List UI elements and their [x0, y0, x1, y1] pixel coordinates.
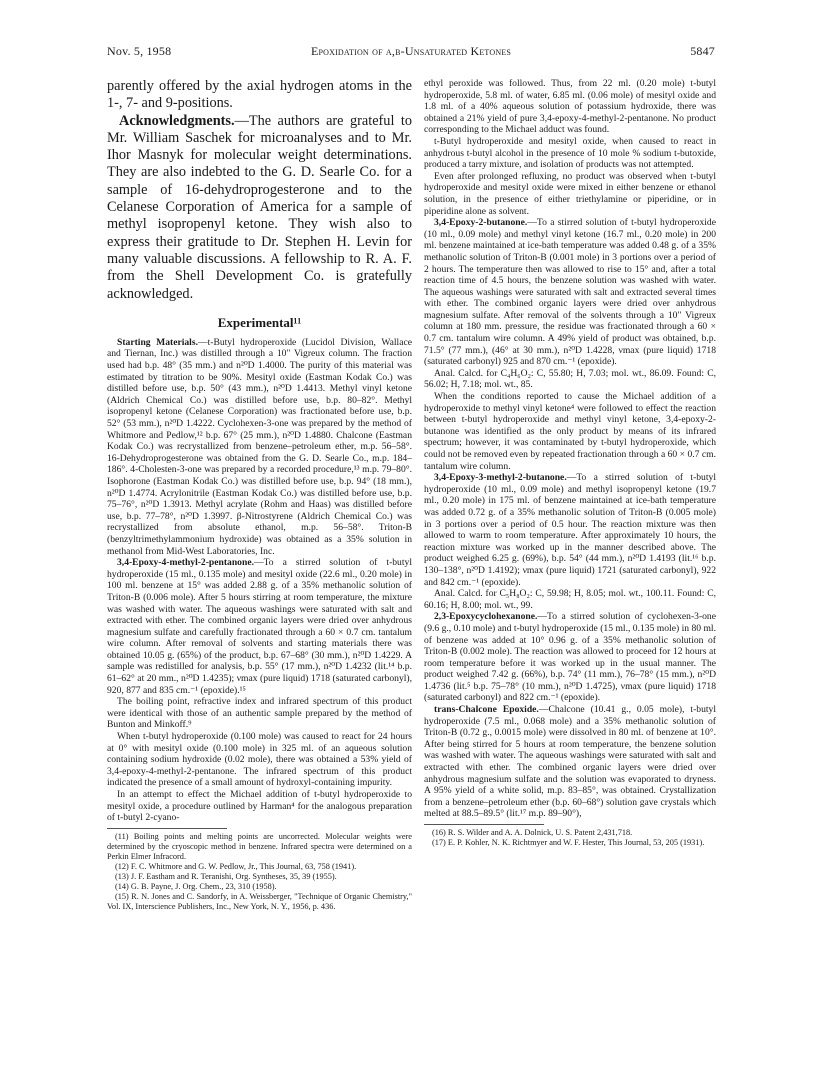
- right-column: [424, 78, 716, 848]
- acknowledgments-heading: Acknowledgments.: [119, 112, 235, 129]
- starting-materials-heading: Starting Materials.: [117, 336, 198, 348]
- running-header: [107, 44, 715, 60]
- section-title: Experimental¹¹: [217, 314, 302, 330]
- epoxy-pentanone-paragraph: [107, 557, 412, 696]
- analysis-methyl-butanone: Anal. Calcd. for C₅H₈O₂: C, 59.98; H, 8.05; mol. wt., 100.11. Found: C, 60.16; H, 8.00; mol. wt., 99.: [424, 588, 716, 611]
- paragraph-michael-conditions: When the conditions reported to cause the Michael addition of a hydroperoxide to methyl vinyl ketone⁴ were followed to effect the reaction between t-butyl hydroperoxide and methyl vinyl ketone, 3,4-epoxy-2-butanone was identified as the only product by means of its infrared spectrum; however, it was contaminated by t-butyl hydroperoxide, which could not be removed even by repeated fractionation through a 60 × 0.7 cm. tantalum wire column.: [424, 391, 716, 472]
- epoxycyclohexanone-paragraph: [424, 611, 716, 704]
- starting-materials-text: —t-Butyl hydroperoxide (Lucidol Division, Wallace and Tiernan, Inc.) was distilled through a 10" Vigreux column. The fraction used had b.p. 48° (35 mm.) and n²⁰D 1.4000. The purity of this material was estimated by titration to be 90%. Mesityl oxide (Eastman Kodak Co.) was distilled before use, b.p. 50° (43 mm.), n²⁰D 1.4413. Methyl vinyl ketone (Aldrich Chemical Co.) was distilled before use, b.p. 80–82°. Methyl isopropenyl ketone (Celanese Corporation) was fractionated before use, b.p. 52° (53 mm.), n²⁰D 1.4222. Cyclohexen-3-one was prepared by the method of Whitmore and Pedlow,¹² b.p. 67° (25 mm.), n²⁰D 1.4880. Chalcone (Eastman Kodak Co.) was recrystallized from benzene–petroleum ether, m.p. 56–58°. 16-Dehydroprogesterone was obtained from the G. D. Searle Co., m.p. 184–186°. 4-Cholesten-3-one was prepared by a recorded procedure,¹³ m.p. 79–80°. Isophorone (Eastman Kodak Co.) was distilled before use, b.p. 94° (18 mm.), n²⁰D 1.4774. Acrylonitrile (Eastman Kodak Co.) was distilled before use, b.p. 75–76°, n²⁰D 1.3913. Methyl acrylate (Rohm and Haas) was distilled before use, b.p. 77–78°, n²⁰D 1.3997. β-Nitrostyrene (Aldrich Chemical Co.) was recrystallized from absolute ethanol, m.p. 56–58°. Triton-B (benzyltrimethylammonium hydroxide) was obtained as a 35% solution in methanol from Mid-West Laboratories, Inc.: [107, 336, 412, 557]
- epoxy-methyl-butanone-paragraph: [424, 472, 716, 588]
- epoxy-butanone-text: —To a stirred solution of t-butyl hydroperoxide (10 ml., 0.09 mole) and methyl vinyl ketone (16.7 ml., 0.20 mole) in 200 ml. benzene maintained at ice-bath temperature was added 0.48 g. of a 35% methanolic solution of Triton-B (0.001 mole) in 3 portions over a period of 2 hours. The temperature then was allowed to rise to 15° and, after a total reaction time of 4.5 hours, the benzene solution was washed with water. The aqueous washings were saturated with salt and extracted several times with ether. The combined organic layers were dried over anhydrous magnesium sulfate. After removal of the solvents through a 10" Vigreux column at 180 mm. pressure, the residue was fractionated through a 60 × 0.7 cm. tantalum wire column. A 49% yield of product was obtained, b.p. 71.5° (77 mm.), (46° at 30 mm.), n²⁰D 1.4228, νmax (pure liquid) 1718 (saturated carbonyl) 925 and 870 cm.⁻¹ (epoxide).: [424, 217, 716, 368]
- acknowledgments-paragraph: [107, 113, 412, 303]
- epoxycyclohexanone-heading: 2,3-Epoxycyclohexanone.: [434, 611, 538, 623]
- paragraph-refluxing: Even after prolonged refluxing, no product was observed when t-butyl hydroperoxide and mesityl oxide were mixed in either benzene or ethanol solution, in the presence of either triethylamine or piperidine, or in piperidine alone as solvent.: [424, 170, 716, 217]
- header-title: Epoxidation of α,β-Unsaturated Ketones: [310, 44, 512, 58]
- header-date: Nov. 5, 1958: [107, 44, 172, 58]
- epoxy-butanone-heading: 3,4-Epoxy-2-butanone.: [434, 217, 528, 229]
- epoxy-methyl-butanone-text: —To a stirred solution of t-butyl hydroperoxide (10 ml., 0.09 mole) and methyl isopropenyl ketone (19.7 ml., 0.20 mole) in 175 ml. of benzene maintained at ice-bath temperature was added 0.72 g. of a 35% methanolic solution of Triton-B (0.005 mole) in 3 portions over a period of 0.5 hour. The reaction mixture was then allowed to warm to room temperature. After approximately 10 hours, the reaction mixture was worked up in the manner described above. The product weighed 6.25 g. (69%), b.p. 54° (44 mm.), n²⁰D 1.4193 (lit.¹⁶ b.p. 130–138°, n²⁰D 1.4192); νmax (pure liquid) 1721 (saturated carbonyl), 922 and 842 cm.⁻¹ (epoxide).: [424, 472, 716, 588]
- analysis-butanone: Anal. Calcd. for C₄H₆O₂: C, 55.80; H, 7.03; mol. wt., 86.09. Found: C, 56.02; H, 7.18; mol. wt., 85.: [424, 367, 716, 391]
- footnote-11: (11) Boiling points and melting points are uncorrected. Molecular weights were determined by the cryoscopic method in benzene. Infrared spectra were determined on a Perkin Elmer Infracord.: [107, 831, 412, 861]
- epoxy-pentanone-heading: 3,4-Epoxy-4-methyl-2-pentanone.: [117, 557, 254, 569]
- chalcone-epoxide-heading: trans-Chalcone Epoxide.: [434, 704, 539, 716]
- footnote-15: (15) R. N. Jones and C. Sandorfy, in A. Weissberger, "Technique of Organic Chemistry," Vol. IX, Interscience Publishers, Inc., New York, N. Y., 1956, p. 436.: [107, 891, 412, 911]
- epoxy-butanone-paragraph: [424, 217, 716, 368]
- footnote-14: (14) G. B. Payne, J. Org. Chem., 23, 310 (1958).: [115, 881, 277, 891]
- paragraph-aqueous-reaction: When t-butyl hydroperoxide (0.100 mole) was caused to react for 24 hours at 0° with mesityl oxide (0.100 mole) in 325 ml. of an aqueous solution containing sodium hydroxide (0.02 mole), there was obtained a 53% yield of 3,4-epoxy-4-methyl-2-pentanone. The infrared spectrum of this product indicated the presence of a small amount of hydroxyl-containing impurity.: [107, 731, 412, 789]
- intro-paragraph: parently offered by the axial hydrogen atoms in the 1-, 7- and 9-positions.: [107, 78, 412, 112]
- footnote-rule-right: [424, 824, 544, 825]
- left-column: [107, 78, 412, 912]
- page-number: 5847: [690, 44, 715, 58]
- footnote-12: (12) F. C. Whitmore and G. W. Pedlow, Jr., This Journal, 63, 758 (1941).: [115, 861, 357, 871]
- paragraph-michael-attempt: In an attempt to effect the Michael addition of t-butyl hydroperoxide to mesityl oxide, a procedure outlined by Harman⁴ for the analogous preparation of t-butyl 2-cyano-: [107, 789, 412, 824]
- epoxy-methyl-butanone-heading: 3,4-Epoxy-3-methyl-2-butanone.: [434, 472, 567, 484]
- paragraph-boiling-point: The boiling point, refractive index and infrared spectrum of this product were identical with those of an authentic sample prepared by the method of Bunton and Minkoff.⁹: [107, 696, 412, 731]
- starting-materials-paragraph: [107, 337, 412, 557]
- chalcone-epoxide-text: —Chalcone (10.41 g., 0.05 mole), t-butyl hydroperoxide (7.5 ml., 0.068 mole) and a 35% methanolic solution of Triton-B (0.72 g., 0.0015 mole) were dissolved in 80 ml. of benzene at 10°. After being stirred for 5 hours at room temperature, the benzene solution was washed with water. The aqueous washings were saturated with salt and extracted with ether. The combined organic layers were dried over anhydrous magnesium sulfate and the solution was evaporated to dryness. A 95% yield of a white solid, m.p. 83–85°, was obtained. Crystallization from a benzene–petroleum ether (b.p. 60–68°) solution gave crystals which melted at 88.5–89.5° (lit.¹⁷ m.p. 89–90°),: [424, 704, 716, 820]
- chalcone-epoxide-paragraph: [424, 704, 716, 820]
- epoxycyclohexanone-text: —To a stirred solution of cyclohexen-3-one (9.6 g., 0.10 mole) and t-butyl hydroperoxide (15 ml., 0.135 mole) in 80 ml. of benzene was added at 10° 0.96 g. of a 35% methanolic solution of Triton-B (0.002 mole). The reaction was allowed to proceed for 12 hours at room temperature before it was worked up in the usual manner. The product weighed 7.42 g. (66%), b.p. 74° (11 mm.), 76–78° (15 mm.), n²⁰D 1.4736 (lit.⁵ b.p. 75–78° (10 mm.), n²⁰D 1.4725), νmax (pure liquid) 1718 (saturated carbonyl) and 822 cm.⁻¹ (epoxide).: [424, 611, 716, 704]
- footnote-16: (16) R. S. Wilder and A. A. Dolnick, U. S. Patent 2,431,718.: [432, 828, 633, 837]
- paragraph-butyl-alcohol: t-Butyl hydroperoxide and mesityl oxide, when caused to react in anhydrous t-butyl alcohol in the presence of 10 mole % sodium t-butoxide, produced a tarry mixture, and isolation of products was not attempted.: [424, 135, 716, 171]
- acknowledgments-text: —The authors are grateful to Mr. William Saschek for microanalyses and to Mr. Ihor Masnyk for molecular weight determinations. They are also indebted to the G. D. Searle Co. for a sample of 16-dehydroprogesterone and to the Celanese Corporation of America for a sample of methyl isopropenyl ketone. They wish also to express their gratitude to Dr. Stephen H. Levin for many valuable discussions. A fellowship to R. A. F. from the Shell Development Co. is gratefully acknowledged.: [107, 112, 412, 302]
- footnote-13: (13) J. F. Eastham and R. Teranishi, Org. Syntheses, 35, 39 (1955).: [115, 871, 337, 881]
- footnote-17: (17) E. P. Kohler, N. K. Richtmyer and W. F. Hester, This Journal, 53, 205 (1931).: [432, 838, 705, 847]
- paragraph-continued: ethyl peroxide was followed. Thus, from 22 ml. (0.20 mole) t-butyl hydroperoxide, 5.8 ml. of water, 6.85 ml. (0.06 mole) of mesityl oxide and 1.8 ml. of a 40% aqueous solution of potassium hydroxide, there was obtained a 21% yield of pure 3,4-epoxy-4-methyl-2-pentanone. No product corresponding to the Michael adduct was found.: [424, 78, 716, 136]
- epoxy-pentanone-text: —To a stirred solution of t-butyl hydroperoxide (15 ml., 0.135 mole) and mesityl oxide (22.6 ml., 0.20 mole) in 100 ml. benzene at 15° was added 2.88 g. of a 35% methanolic solution of Triton-B (0.006 mole). After 5 hours stirring at room temperature, the mixture was washed with water. The aqueous washings were saturated with salt and extracted with ether. The combined organic layers were dried over anhydrous magnesium sulfate and carefully fractionated through a 60 × 0.7 cm. tantalum wire column. After removal of solvents and starting materials there was obtained 10.05 g. (65%) of the product, b.p. 67–68° (30 mm.), n²⁰D 1.4229. A sample was redistilled for analysis, b.p. 55° (17 mm.), n²⁰D 1.4232 (lit.¹⁴ b.p. 61–62° at 20 mm., n²⁰D 1.4235); νmax (pure liquid) 1718 (saturated carbonyl), 920, 877 and 835 cm.⁻¹ (epoxide).¹⁵: [107, 557, 412, 696]
- footnote-rule: [107, 828, 227, 829]
